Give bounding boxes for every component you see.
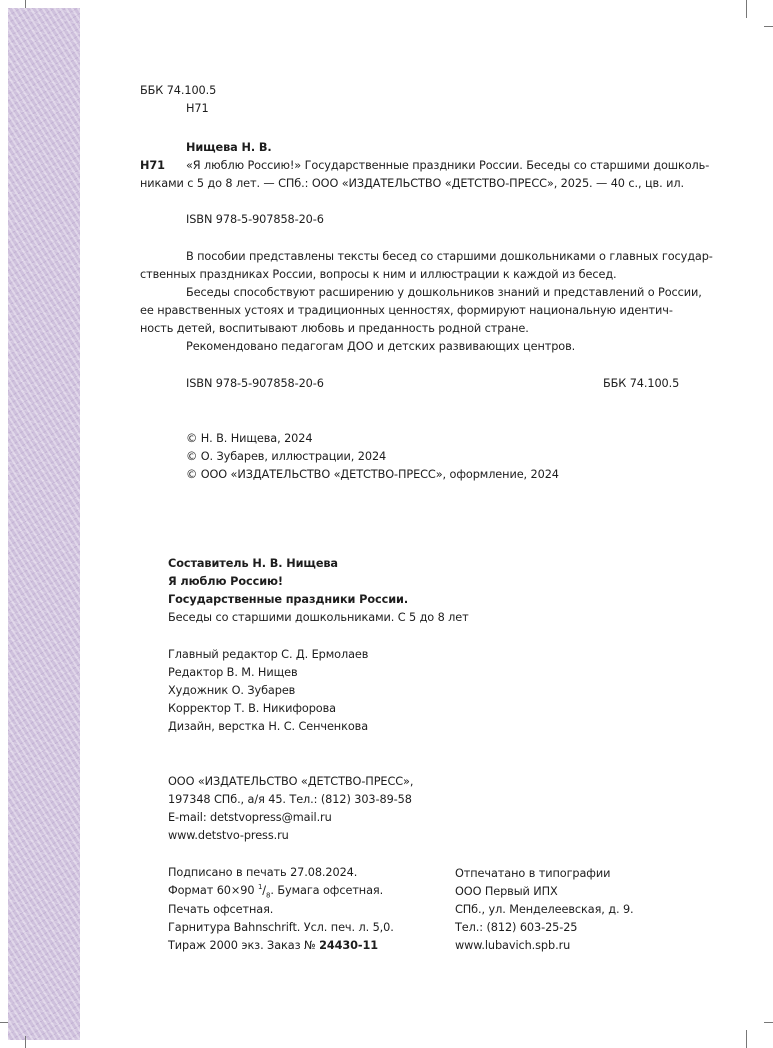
crop-mark xyxy=(746,0,747,18)
copyright-line: © ООО «ИЗДАТЕЛЬСТВО «ДЕТСТВО-ПРЕСС», оформление, 2024 xyxy=(186,468,559,481)
bbk-code-top: ББК 74.100.5 xyxy=(140,84,217,97)
format-prefix: Формат 60×90 xyxy=(168,884,258,897)
printer-line: СПб., ул. Менделеевская, д. 9. xyxy=(455,903,634,916)
paper-format: Формат 60×90 $^1/_8$. Бумага офсетная. xyxy=(168,883,384,900)
crop-mark xyxy=(764,26,773,27)
abstract-line: ственных праздниках России, вопросы к ним и иллюстрации к каждой из бесед. xyxy=(140,268,617,281)
staff-line: Редактор В. М. Нищев xyxy=(168,666,298,679)
format-numerator: 1 xyxy=(257,883,263,892)
book-subtitle: Государственные праздники России. xyxy=(168,593,409,606)
copyright-line: © О. Зубарев, иллюстрации, 2024 xyxy=(186,450,387,463)
book-audience: Беседы со старшими дошкольниками. С 5 до 8 лет xyxy=(168,611,469,624)
isbn: ISBN 978-5-907858-20-6 xyxy=(186,377,324,390)
publisher-email: E-mail: detstvopress@mail.ru xyxy=(168,811,332,824)
copyright-line: © Н. В. Нищева, 2024 xyxy=(186,432,313,445)
bbk-code-bottom: ББК 74.100.5 xyxy=(603,377,680,390)
abstract-line: ность детей, воспитывают любовь и преданность родной стране. xyxy=(140,322,529,335)
book-title: Я люблю Россию! xyxy=(168,575,283,588)
publisher-line: ООО «ИЗДАТЕЛЬСТВО «ДЕТСТВО-ПРЕСС», xyxy=(168,775,414,788)
signed-to-print: Подписано в печать 27.08.2024. xyxy=(168,866,358,879)
publisher-line: 197348 СПб., а/я 45. Тел.: (812) 303-89-58 xyxy=(168,793,412,806)
description-line: «Я люблю Россию!» Государственные праздники России. Беседы со старшими дошколь- xyxy=(186,159,710,172)
format-denominator: 8 xyxy=(266,891,271,900)
run-prefix: Тираж 2000 экз. Заказ № xyxy=(168,939,320,952)
description-line: никами с 5 до 8 лет. — СПб.: ООО «ИЗДАТЕЛЬСТВО «ДЕТСТВО-ПРЕСС», 2025. — 40 с., цв. ил. xyxy=(140,177,684,190)
author-mark-label: Н71 xyxy=(140,159,165,172)
abstract-line: В пособии представлены тексты бесед со старшими дошкольниками о главных государ- xyxy=(186,250,713,263)
run-and-order xyxy=(168,937,378,955)
crop-mark xyxy=(0,1022,8,1023)
crop-mark xyxy=(764,1022,773,1023)
crop-mark xyxy=(25,1036,26,1048)
isbn: ISBN 978-5-907858-20-6 xyxy=(186,213,324,226)
typeface-info: Гарнитура Bahnschrift. Усл. печ. л. 5,0. xyxy=(168,921,394,934)
crop-mark xyxy=(25,0,26,8)
author-mark: Н71 xyxy=(186,102,209,115)
printer-line: ООО Первый ИПХ xyxy=(455,885,558,898)
staff-line: Дизайн, верстка Н. С. Сенченкова xyxy=(168,720,369,733)
decorative-side-strip xyxy=(8,8,80,1040)
format-suffix: . Бумага офсетная. xyxy=(270,884,384,897)
publisher-website: www.detstvo-press.ru xyxy=(168,829,289,842)
print-type: Печать офсетная. xyxy=(168,903,274,916)
abstract-line: Беседы способствуют расширению у дошкольников знаний и представлений о России, xyxy=(186,286,702,299)
staff-line: Художник О. Зубарев xyxy=(168,684,296,697)
crop-mark xyxy=(746,1030,747,1048)
abstract-line: Рекомендовано педагогам ДОО и детских развивающих центров. xyxy=(186,340,576,353)
staff-line: Главный редактор С. Д. Ермолаев xyxy=(168,648,369,661)
order-number: 24430-11 xyxy=(319,939,379,952)
printer-website: www.lubavich.spb.ru xyxy=(455,939,571,952)
compiler: Составитель Н. В. Нищева xyxy=(168,557,338,570)
author-name: Нищева Н. В. xyxy=(186,141,272,154)
staff-line: Корректор Т. В. Никифорова xyxy=(168,702,336,715)
printer-line: Тел.: (812) 603-25-25 xyxy=(455,921,578,934)
printer-line: Отпечатано в типографии xyxy=(455,867,611,880)
abstract-line: ее нравственных устоях и традиционных ценностях, формируют национальную идентич- xyxy=(140,304,673,317)
